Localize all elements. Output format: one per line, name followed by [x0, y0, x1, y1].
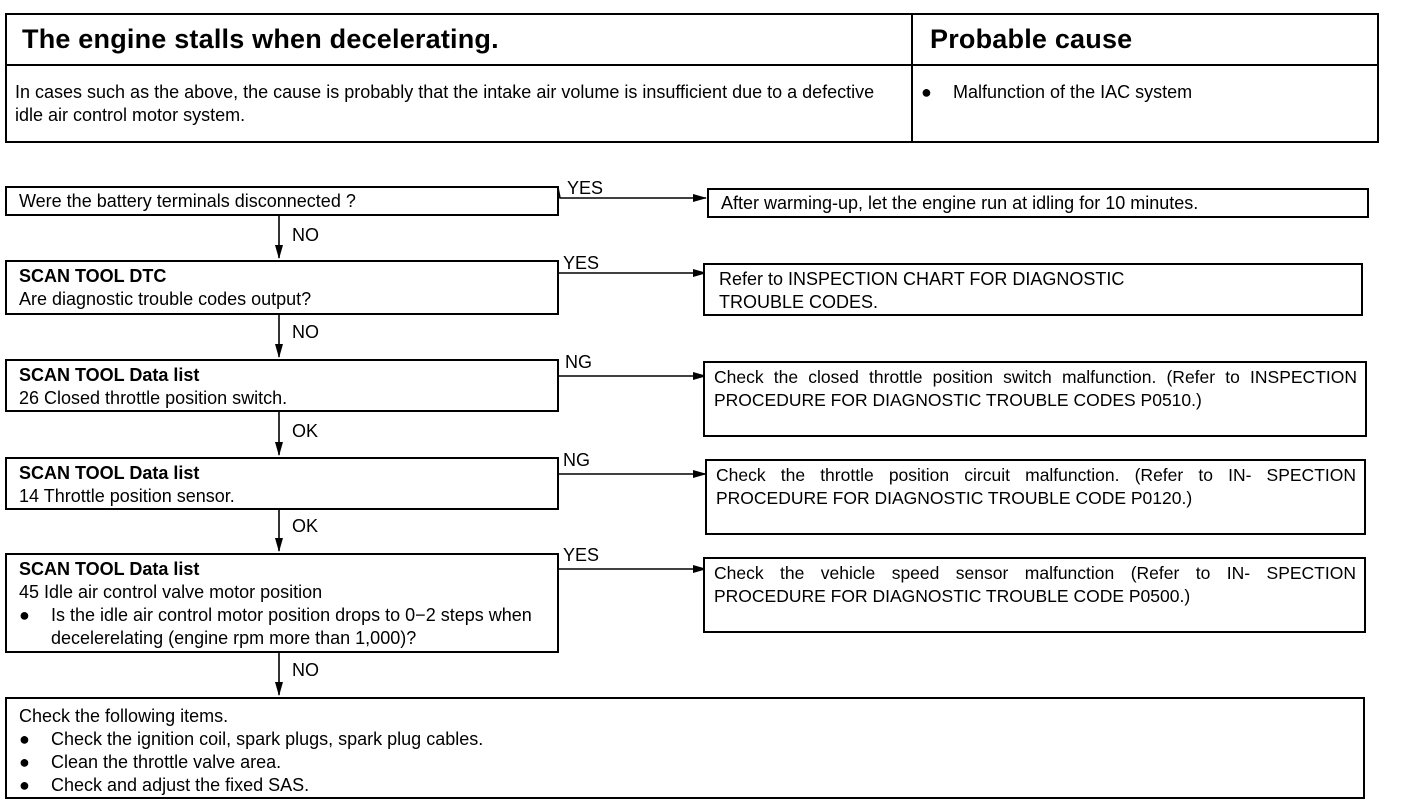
step-4-item: 14 Throttle position sensor. [19, 486, 235, 506]
step-3-title: SCAN TOOL Data list [19, 365, 200, 385]
step-5-bullet [19, 604, 553, 650]
bullet-icon: ● [19, 729, 30, 749]
page-title: The engine stalls when decelerating. [22, 24, 499, 54]
step-1-question: Were the battery terminals disconnected ? [19, 191, 356, 211]
header-description: In cases such as the above, the cause is probably that the intake air volume is insufficient due to a defective idle air control motor system. [15, 82, 875, 125]
step-4-title: SCAN TOOL Data list [19, 463, 200, 483]
step-1-result-box [707, 188, 1369, 218]
cause-text: Malfunction of the IAC system [953, 82, 1193, 102]
step-4-box [5, 457, 559, 510]
final-item [19, 751, 1363, 774]
bullet-icon: ● [19, 752, 30, 772]
bullet-icon: ● [921, 82, 932, 102]
final-item-text: Check the ignition coil, spark plugs, spark plug cables. [51, 729, 484, 749]
step-5-branch-label: YES [563, 545, 600, 565]
header-row-divider [5, 64, 1379, 66]
step-2-title: SCAN TOOL DTC [19, 266, 167, 286]
step-4-result-box [705, 459, 1366, 535]
final-item [19, 728, 1363, 751]
step-5-result-box [703, 557, 1366, 633]
step-3-item: 26 Closed throttle position switch. [19, 388, 288, 408]
step-4-branch-label: NG [563, 450, 590, 470]
step-3-result-box [703, 361, 1367, 437]
step-3-branch-label: NG [565, 352, 592, 372]
step-5-title: SCAN TOOL Data list [19, 559, 200, 579]
step-1-box [5, 186, 559, 216]
final-intro: Check the following items. [19, 706, 229, 726]
header-col-divider [911, 13, 913, 143]
cause-item [921, 81, 1371, 104]
final-item-text: Check and adjust the fixed SAS. [51, 775, 310, 795]
final-item [19, 774, 1363, 797]
step-2-box [5, 260, 559, 315]
final-checks-box [5, 697, 1365, 799]
step-5-item: 45 Idle air control valve motor position [19, 582, 323, 602]
step-5-bullet-text: Is the idle air control motor position drops to 0−2 steps when decelerelating (engine rpm more than 1,000)? [51, 605, 532, 648]
step-5-box [5, 553, 559, 653]
step-2-branch-label: YES [563, 253, 600, 273]
step-1-result: After warming-up, let the engine run at idling for 10 minutes. [721, 193, 1199, 213]
step-2-question: Are diagnostic trouble codes output? [19, 289, 312, 309]
step-3-next-label: OK [292, 421, 319, 441]
final-item-text: Clean the throttle valve area. [51, 752, 282, 772]
step-5-result: Check the vehicle speed sensor malfunction (Refer to IN- SPECTION PROCEDURE FOR DIAGNOSTIC TROUBLE CODE P0500.) [714, 563, 1356, 606]
step-5-next-label: NO [292, 660, 319, 680]
step-3-result: Check the closed throttle position switch malfunction. (Refer to INSPECTION PROCEDURE FOR DIAGNOSTIC TROUBLE CODES P0510.) [714, 367, 1357, 410]
bullet-icon: ● [19, 775, 30, 795]
step-4-result: Check the throttle position circuit malfunction. (Refer to IN- SPECTION PROCEDURE FOR DIAGNOSTIC TROUBLE CODE P0120.) [716, 465, 1356, 508]
step-4-next-label: OK [292, 516, 319, 536]
step-2-result-box [703, 263, 1363, 316]
step-1-next-label: NO [292, 225, 319, 245]
step-1-branch-label: YES [567, 178, 604, 198]
step-3-box [5, 359, 559, 412]
step-2-next-label: NO [292, 322, 319, 342]
bullet-icon: ● [19, 605, 30, 625]
step-2-result: Refer to INSPECTION CHART FOR DIAGNOSTIC TROUBLE CODES. [719, 269, 1125, 312]
probable-cause-title: Probable cause [930, 24, 1133, 54]
